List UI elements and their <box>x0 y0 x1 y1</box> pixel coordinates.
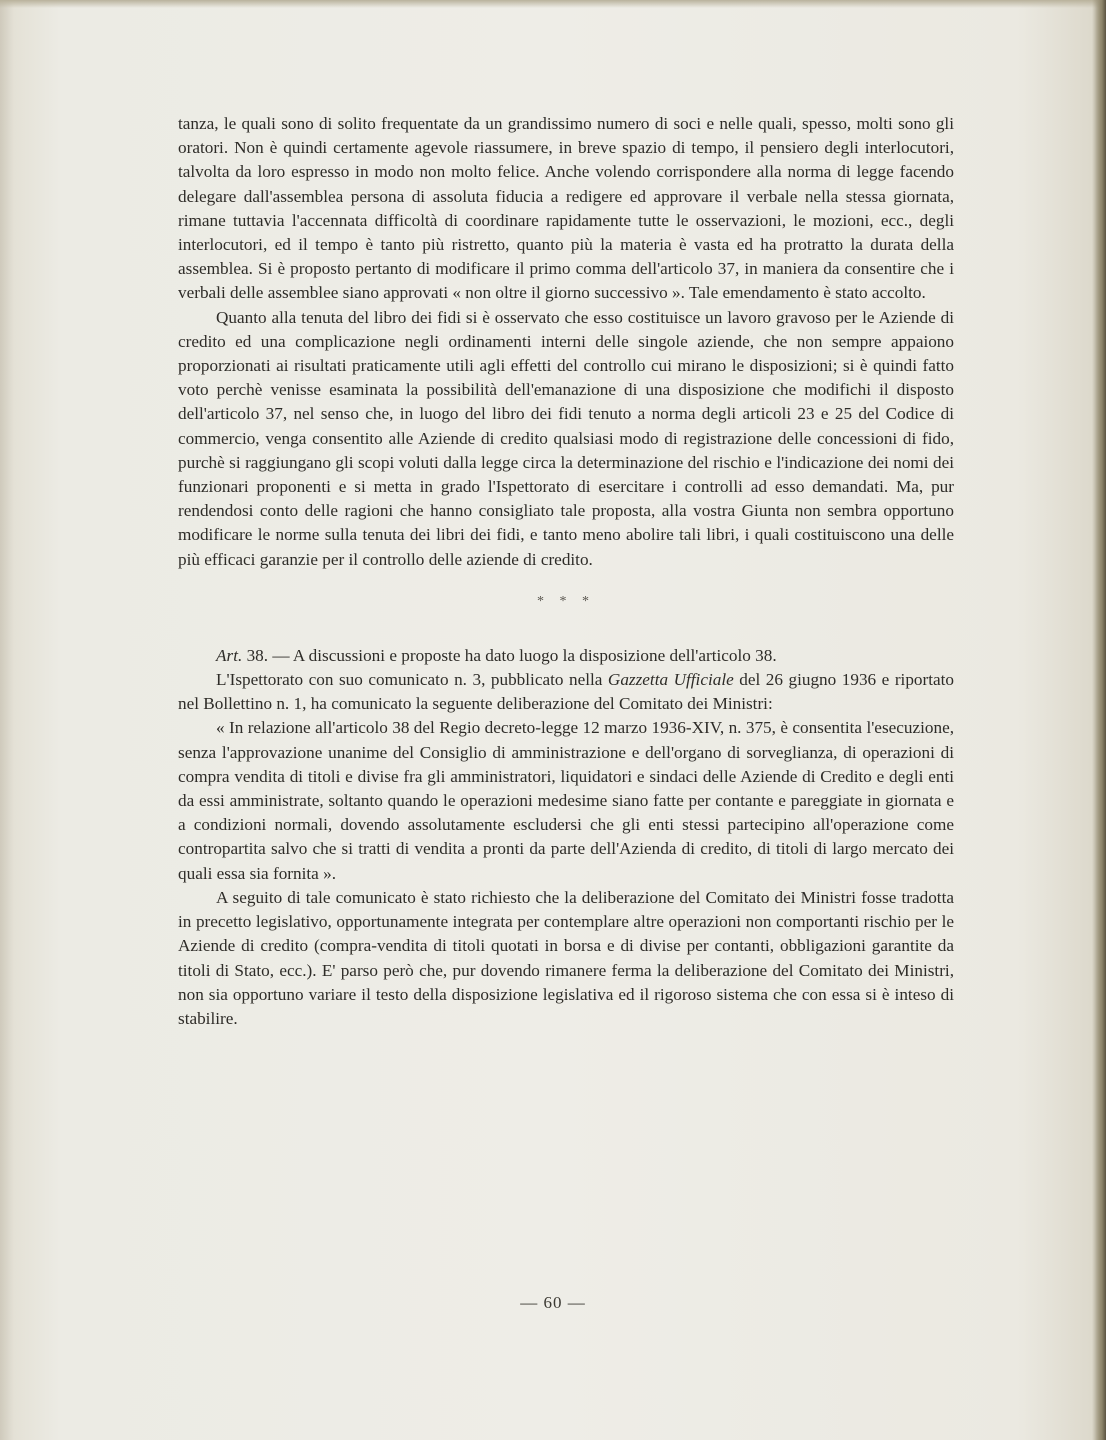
book-spine-edge <box>1092 0 1106 1440</box>
page-number: — 60 — <box>520 1293 586 1312</box>
paragraph-closing: A seguito di tale comunicato è stato richiesto che la deliberazione del Comitato dei Ministri fosse tradotta in precetto legislativo, opportunamente integrata per contemplare altre operazioni non comportanti rischio per le Aziende di credito (compra-vendita di titoli quotati in borsa e di divise per contanti, obbligazioni garantite da titoli di Stato, ecc.). E' parso però che, pur dovendo rimanere ferma la deliberazione del Comitato dei Ministri, non sia opportuno variare il testo della disposizione legislativa ed il rigoroso sistema che con essa si è inteso di stabilire. <box>178 887 954 1028</box>
page-top-shadow <box>0 0 1106 8</box>
ispettorato-text-after: del 26 giugno 1936 e riportato nel Bollettino n. 1, ha comunicato la seguente deliberazione del Comitato dei Ministri: <box>178 670 954 714</box>
page-text-block <box>178 112 954 1031</box>
article-label: Art. <box>216 645 243 665</box>
ispettorato-text-before: L'Ispettorato con suo comunicato n. 3, pubblicato nella <box>216 670 608 690</box>
paragraph-ispettorato <box>178 668 954 716</box>
paragraph-assemblee: tanza, le quali sono di solito frequentate da un grandissimo numero di soci e nelle quali, spesso, molti sono gli oratori. Non è quindi certamente agevole riassumere, in breve spazio di tempo, il pensiero degli interlocutori, talvolta da loro espresso in modo non molto felice. Anche volendo corrispondere alla norma di legge facendo delegare dall'assemblea persona di assoluta fiducia a redigere ed approvare il verbale nella stessa giornata, rimane tuttavia l'accennata difficoltà di coordinare rapidamente tutte le osservazioni, le mozioni, ecc., degli interlocutori, ed il tempo è tanto più ristretto, quanto più la materia è vasta ed ha protratto la durata della assemblea. Si è proposto pertanto di modificare il primo comma dell'articolo 37, in maniera da consentire che i verbali delle assemblee siano approvati « non oltre il giorno successivo ». Tale emendamento è stato accolto. <box>178 114 954 303</box>
article-heading-paragraph <box>178 644 954 668</box>
paragraph-libro-fidi: Quanto alla tenuta del libro dei fidi si è osservato che esso costituisce un lavoro gravoso per le Aziende di credito ed una complicazione negli ordinamenti interni delle singole aziende, che non sempre appaiono proporzionati ai risultati praticamente utili agli effetti del controllo cui mirano le disposizioni; si è quindi fatto voto perchè venisse esaminata la possibilità dell'emanazione di una disposizione che modifichi il disposto dell'articolo 37, nel senso che, in luogo del libro dei fidi tenuto a norma degli articoli 23 e 25 del Codice di commercio, venga consentito alle Aziende di credito qualsiasi modo di registrazione delle concessioni di fido, purchè si raggiungano gli scopi voluti dalla legge circa la determinazione del rischio e l'indicazione dei nomi dei funzionari proponenti e si metta in grado l'Ispettorato di esercitare i controlli ad esso demandati. Ma, pur rendendosi conto delle ragioni che hanno consigliato tale proposta, alla vostra Giunta non sembra opportuno modificare le norme sulla tenuta dei libri dei fidi, e tanto meno abolire tali libri, i quali costituiscono una delle più efficaci garanzie per il controllo delle aziende di credito. <box>178 307 954 569</box>
quoted-deliberation: « In relazione all'articolo 38 del Regio decreto-legge 12 marzo 1936-XIV, n. 375, è consentita l'esecuzione, senza l'approvazione unanime del Consiglio di amministrazione e dell'organo di sorveglianza, di operazioni di compra vendita di titoli e divise fra gli amministratori, liquidatori e sindaci delle Aziende di Credito e degli enti da essi amministrate, soltanto quando le operazioni medesime siano fatte per contante e pareggiate in giornata e a condizioni normali, dovendo assolutamente escludersi che gli enti stessi partecipino all'operazione come contropartita salvo che si tratti di vendita a pronti da parte dell'Azienda di credito, di titoli di largo mercato dei quali essa sia fornita ». <box>178 718 954 883</box>
gazzetta-ufficiale-title: Gazzetta Ufficiale <box>607 670 734 690</box>
section-separator: * * * <box>537 593 595 609</box>
article-text: 38. — A discussioni e proposte ha dato luogo la disposizione dell'articolo 38. <box>242 645 777 665</box>
